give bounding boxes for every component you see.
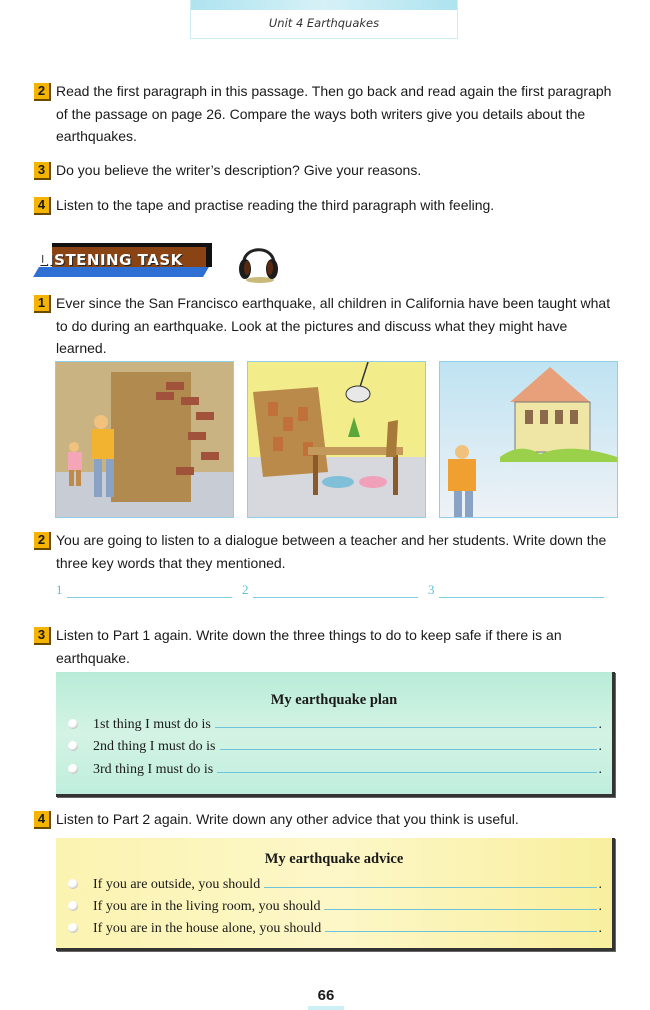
bullet-icon <box>68 879 78 889</box>
picture-collapsing-wall <box>55 361 234 518</box>
listening-task-banner <box>32 243 212 281</box>
question-number-badge: 4 <box>34 197 51 215</box>
question-text: Listen to the tape and practise reading the third paragraph with feeling. <box>56 197 495 213</box>
bullet-icon <box>68 923 78 933</box>
answer-line[interactable] <box>217 772 596 773</box>
bullet-icon <box>68 719 78 729</box>
key-word-blank-1[interactable]: 1 <box>56 582 232 598</box>
header-decoration <box>191 0 457 10</box>
question-text: Listen to Part 2 again. Write down any other advice that you think is useful. <box>56 811 519 827</box>
listening-question-4 <box>34 808 620 831</box>
question-text: Ever since the San Francisco earthquake, all children in California have been taught what to do during an earthquake. Look at the pictures and discuss what they might have learned. <box>56 295 611 356</box>
question-number-badge: 1 <box>34 295 51 313</box>
plan-row-2: 2nd thing I must do is . <box>68 735 602 755</box>
advice-row-1: If you are outside, you should . <box>68 873 602 893</box>
listening-question-2 <box>34 529 620 574</box>
plan-row-1: 1st thing I must do is . <box>68 713 602 733</box>
question-number-badge: 2 <box>34 532 51 550</box>
key-word-blanks <box>56 582 616 600</box>
unit-header <box>190 0 458 39</box>
question-number-badge: 3 <box>34 627 51 645</box>
bullet-icon <box>68 764 78 774</box>
listening-question-1 <box>34 292 620 360</box>
answer-line[interactable] <box>324 909 596 910</box>
question-text: Listen to Part 1 again. Write down the three things to do to keep safe if there is an earthquake. <box>56 627 562 666</box>
reading-question-2 <box>34 80 620 148</box>
reading-question-3 <box>34 159 620 182</box>
answer-line[interactable] <box>220 749 597 750</box>
picture-row <box>55 361 617 518</box>
advice-row-3: If you are in the house alone, you should . <box>68 917 602 937</box>
advice-box-title: My earthquake advice <box>264 851 404 867</box>
unit-title: Unit 4 Earthquakes <box>268 16 380 30</box>
plan-row-3: 3rd thing I must do is . <box>68 758 602 778</box>
earthquake-advice-box <box>56 838 615 951</box>
headphones-icon <box>234 240 284 284</box>
bullet-icon <box>68 741 78 751</box>
earthquake-plan-box <box>56 672 615 797</box>
question-number-badge: 4 <box>34 811 51 829</box>
key-word-blank-2[interactable]: 2 <box>242 582 418 598</box>
advice-row-2: If you are in the living room, you should . <box>68 895 602 915</box>
picture-under-table <box>247 361 426 518</box>
answer-line[interactable] <box>325 931 596 932</box>
question-text: Do you believe the writer’s description? Give your reasons. <box>56 162 422 178</box>
banner-label: LISTENING TASK <box>38 251 183 269</box>
question-number-badge: 2 <box>34 83 51 101</box>
answer-line[interactable] <box>215 727 597 728</box>
picture-outside-house <box>439 361 618 518</box>
page-number: 66 <box>308 986 344 1010</box>
bullet-icon <box>68 901 78 911</box>
listening-question-3 <box>34 624 620 669</box>
answer-line[interactable] <box>264 887 596 888</box>
question-text: You are going to listen to a dialogue between a teacher and her students. Write down the three key words that they mentioned. <box>56 532 607 571</box>
key-word-blank-3[interactable]: 3 <box>428 582 604 598</box>
plan-box-title: My earthquake plan <box>270 692 398 708</box>
question-text: Read the first paragraph in this passage. Then go back and read again the first paragraph of the passage on page 26. Compare the ways both writers give you details about the earthquakes. <box>56 83 612 144</box>
question-number-badge: 3 <box>34 162 51 180</box>
reading-question-4 <box>34 194 620 217</box>
